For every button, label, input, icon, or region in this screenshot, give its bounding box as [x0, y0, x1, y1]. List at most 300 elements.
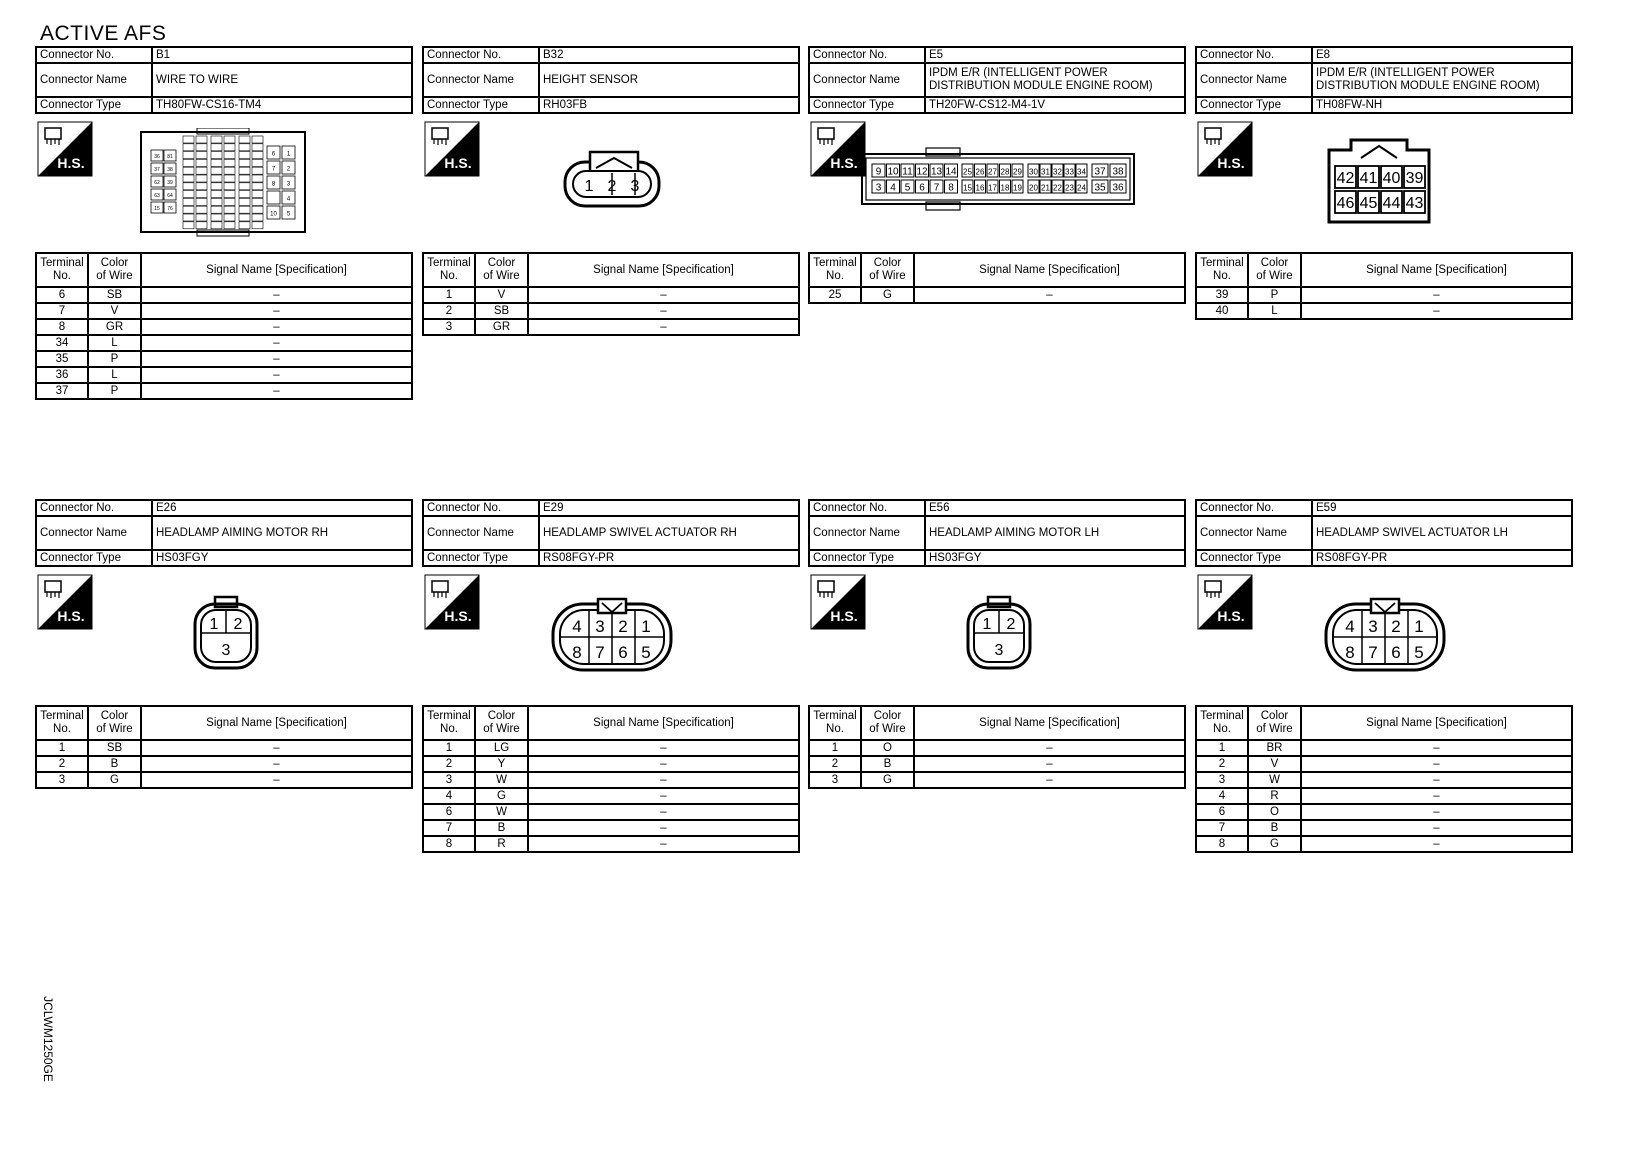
pin-number: 5	[1414, 643, 1424, 662]
signal-name-cell: –	[528, 303, 799, 319]
terminal-no-cell: 3	[423, 319, 475, 335]
connector-name-label: Connector Name	[36, 516, 152, 550]
signal-name-cell: –	[1301, 740, 1572, 756]
table-row	[1196, 788, 1572, 804]
terminal-table-header	[36, 706, 412, 740]
terminal-no-cell: 7	[36, 303, 88, 319]
pin-number: 27	[988, 167, 997, 177]
terminal-no-header: Terminal No.	[423, 706, 475, 740]
connector-name-value: HEIGHT SENSOR	[539, 63, 799, 97]
terminal-no-cell: 1	[809, 740, 861, 756]
connector-face-diagram	[1323, 597, 1447, 675]
pin-number: 4	[286, 196, 291, 203]
connector-face-diagram	[562, 134, 672, 214]
pin-number: 1	[1414, 617, 1424, 636]
pin-number: 42	[1336, 170, 1355, 187]
signal-name-header: Signal Name [Specification]	[528, 253, 799, 287]
hs-label: H.S.	[1217, 155, 1245, 171]
signal-name-header: Signal Name [Specification]	[914, 253, 1185, 287]
connector-no-label: Connector No.	[1196, 500, 1312, 516]
terminal-table	[35, 705, 413, 789]
pin-number: 7	[595, 643, 605, 662]
table-row	[36, 351, 412, 367]
signal-name-cell: –	[1301, 756, 1572, 772]
pin-number: 33	[1065, 167, 1074, 177]
connector-no-label: Connector No.	[423, 500, 539, 516]
pin-number: 5	[641, 643, 651, 662]
pin-number: 10	[887, 166, 899, 178]
terminal-no-cell: 6	[36, 287, 88, 303]
pin-number: 39	[167, 180, 173, 186]
terminal-no-cell: 4	[423, 788, 475, 804]
terminal-no-cell: 3	[36, 772, 88, 788]
wire-color-cell: G	[1248, 836, 1301, 852]
pin-number: 7	[271, 166, 276, 173]
color-of-wire-header: Color of Wire	[475, 253, 528, 287]
pin-number: 19	[1013, 183, 1022, 193]
pin-number: 3	[1368, 617, 1378, 636]
terminal-no-cell: 2	[1196, 756, 1248, 772]
table-row	[423, 804, 799, 820]
wire-color-cell: P	[88, 383, 141, 399]
connector-type-value: RS08FGY-PR	[1312, 550, 1572, 566]
color-of-wire-header: Color of Wire	[1248, 706, 1301, 740]
pin-number: 43	[1405, 195, 1424, 212]
signal-name-cell: –	[1301, 287, 1572, 303]
connector-type-value: HS03FGY	[152, 550, 412, 566]
terminal-table-header	[36, 253, 412, 287]
signal-name-cell: –	[1301, 836, 1572, 852]
signal-name-cell: –	[1301, 303, 1572, 319]
connector-name-value: IPDM E/R (INTELLIGENT POWER DISTRIBUTION MODULE ENGINE ROOM)	[925, 63, 1185, 97]
table-row	[423, 836, 799, 852]
pin-number: 26	[975, 167, 985, 177]
signal-name-cell: –	[528, 756, 799, 772]
wire-color-cell: BR	[1248, 740, 1301, 756]
pin-number: 3	[286, 181, 291, 188]
wire-color-cell: O	[861, 740, 914, 756]
terminal-table	[1195, 705, 1573, 853]
wire-color-cell: B	[861, 756, 914, 772]
connector-diagram-area	[35, 114, 413, 252]
connector-name-label: Connector Name	[809, 63, 925, 97]
pin-number: 21	[1041, 183, 1050, 193]
pin-number: 18	[1000, 183, 1010, 193]
connector-no-label: Connector No.	[809, 500, 925, 516]
signal-name-cell: –	[141, 335, 412, 351]
color-of-wire-header: Color of Wire	[475, 706, 528, 740]
connector-type-label: Connector Type	[36, 550, 152, 566]
terminal-no-cell: 1	[423, 740, 475, 756]
table-row	[423, 740, 799, 756]
pin-number: 4	[890, 182, 896, 194]
pin-number: 76	[167, 206, 173, 212]
harness-side-icon	[37, 574, 93, 630]
connector-header-table	[808, 46, 1186, 114]
table-row	[1196, 740, 1572, 756]
pin-number: 44	[1382, 195, 1401, 212]
pin-number: 7	[1368, 643, 1378, 662]
terminal-no-cell: 1	[1196, 740, 1248, 756]
table-row	[809, 740, 1185, 756]
connector-type-label: Connector Type	[36, 97, 152, 113]
connector-no-label: Connector No.	[36, 500, 152, 516]
terminal-table-header	[1196, 253, 1572, 287]
wire-color-cell: L	[88, 367, 141, 383]
wire-color-cell: SB	[88, 740, 141, 756]
terminal-no-cell: 8	[423, 836, 475, 852]
terminal-no-cell: 1	[423, 287, 475, 303]
table-row	[809, 772, 1185, 788]
signal-name-header: Signal Name [Specification]	[141, 706, 412, 740]
table-row	[36, 335, 412, 351]
terminal-no-header: Terminal No.	[809, 253, 861, 287]
wire-color-cell: R	[475, 836, 528, 852]
table-row	[36, 772, 412, 788]
pin-number: 25	[963, 167, 972, 177]
table-row	[36, 319, 412, 335]
terminal-no-header: Terminal No.	[36, 253, 88, 287]
connector-diagram-area	[35, 567, 413, 705]
connector-face-diagram	[550, 597, 674, 675]
signal-name-cell: –	[528, 788, 799, 804]
pin-number: 38	[1112, 166, 1124, 178]
connector-face-diagram	[964, 595, 1034, 673]
pin-number: 31	[1041, 167, 1050, 177]
terminal-no-header: Terminal No.	[1196, 706, 1248, 740]
pin-number: 13	[930, 166, 943, 178]
harness-side-icon	[424, 574, 480, 630]
signal-name-cell: –	[141, 772, 412, 788]
connector-header-table	[422, 46, 800, 114]
table-row	[423, 772, 799, 788]
table-row	[809, 756, 1185, 772]
figure-code: JCLWM1250GE	[41, 996, 55, 1082]
connector-face-diagram	[139, 128, 307, 238]
connector-diagram-area	[422, 114, 800, 252]
connector-no-value: E59	[1312, 500, 1572, 516]
terminal-no-header: Terminal No.	[809, 706, 861, 740]
pin-number: 64	[167, 193, 173, 199]
connector-no-label: Connector No.	[809, 47, 925, 63]
table-row	[1196, 836, 1572, 852]
pin-number: 24	[1077, 183, 1086, 193]
pin-number: 3	[221, 642, 231, 659]
pin-number: 6	[618, 643, 628, 662]
wire-color-cell: W	[475, 772, 528, 788]
pin-number: 1	[286, 151, 291, 158]
connector-no-value: E29	[539, 500, 799, 516]
pin-number: 8	[1345, 643, 1355, 662]
signal-name-header: Signal Name [Specification]	[1301, 706, 1572, 740]
connector-diagram-area	[1195, 567, 1573, 705]
wire-color-cell: GR	[475, 319, 528, 335]
wire-color-cell: B	[88, 756, 141, 772]
terminal-no-cell: 6	[1196, 804, 1248, 820]
terminal-no-cell: 2	[423, 303, 475, 319]
signal-name-header: Signal Name [Specification]	[914, 706, 1185, 740]
pin-number: 2	[618, 617, 628, 636]
color-of-wire-header: Color of Wire	[88, 706, 141, 740]
terminal-no-cell: 3	[1196, 772, 1248, 788]
wire-color-cell: V	[1248, 756, 1301, 772]
wire-color-cell: R	[1248, 788, 1301, 804]
pin-number: 35	[1094, 182, 1106, 194]
pin-number: 6	[271, 151, 276, 158]
connector-face-diagram	[1325, 136, 1433, 226]
page-title: ACTIVE AFS	[40, 22, 167, 45]
signal-name-cell: –	[914, 756, 1185, 772]
table-row	[423, 303, 799, 319]
pin-number: 4	[1345, 617, 1355, 636]
connector-type-label: Connector Type	[423, 550, 539, 566]
pin-number: 36	[1112, 182, 1124, 194]
signal-name-cell: –	[528, 772, 799, 788]
color-of-wire-header: Color of Wire	[861, 253, 914, 287]
signal-name-cell: –	[141, 367, 412, 383]
wire-color-cell: G	[88, 772, 141, 788]
pin-number: 81	[167, 154, 173, 160]
pin-number: 12	[916, 166, 928, 178]
connector-type-value: TH08FW-NH	[1312, 97, 1572, 113]
pin-number: 34	[1077, 167, 1086, 177]
terminal-no-cell: 2	[36, 756, 88, 772]
connector-header-table	[1195, 499, 1573, 567]
connector-type-value: RS08FGY-PR	[539, 550, 799, 566]
harness-side-icon	[1197, 574, 1253, 630]
connector-block	[808, 499, 1186, 789]
pin-number: 9	[875, 166, 882, 178]
table-row	[36, 740, 412, 756]
terminal-no-cell: 7	[423, 820, 475, 836]
wire-color-cell: L	[1248, 303, 1301, 319]
harness-side-icon	[1197, 121, 1253, 177]
table-row	[423, 319, 799, 335]
connector-name-label: Connector Name	[1196, 516, 1312, 550]
connector-no-value: E5	[925, 47, 1185, 63]
wire-color-cell: GR	[88, 319, 141, 335]
terminal-no-cell: 39	[1196, 287, 1248, 303]
connector-no-label: Connector No.	[36, 47, 152, 63]
wire-color-cell: LG	[475, 740, 528, 756]
connector-name-value: HEADLAMP SWIVEL ACTUATOR LH	[1312, 516, 1572, 550]
signal-name-cell: –	[1301, 820, 1572, 836]
signal-name-cell: –	[141, 756, 412, 772]
pin-number: 2	[607, 178, 617, 195]
connector-name-value: WIRE TO WIRE	[152, 63, 412, 97]
terminal-table	[1195, 252, 1573, 320]
terminal-table	[808, 252, 1186, 304]
pin-number: 3	[994, 642, 1004, 659]
connector-block	[808, 46, 1186, 304]
pin-number: 7	[933, 182, 940, 194]
table-row	[809, 287, 1185, 303]
terminal-table-header	[423, 706, 799, 740]
connector-type-value: HS03FGY	[925, 550, 1185, 566]
terminal-no-cell: 37	[36, 383, 88, 399]
connector-no-value: E8	[1312, 47, 1572, 63]
table-row	[36, 367, 412, 383]
harness-side-icon	[424, 121, 480, 177]
pin-number: 8	[948, 182, 954, 194]
terminal-no-cell: 3	[423, 772, 475, 788]
connector-block	[35, 499, 413, 789]
connector-header-table	[35, 46, 413, 114]
terminal-no-cell: 25	[809, 287, 861, 303]
pin-number: 15	[154, 206, 160, 212]
pin-number: 5	[286, 211, 291, 218]
pin-number: 1	[641, 617, 651, 636]
hs-label: H.S.	[57, 155, 85, 171]
connector-block	[1195, 499, 1573, 853]
table-row	[1196, 820, 1572, 836]
signal-name-cell: –	[141, 740, 412, 756]
table-row	[36, 383, 412, 399]
pin-number: 63	[154, 193, 160, 199]
connector-no-label: Connector No.	[1196, 47, 1312, 63]
terminal-table	[808, 705, 1186, 789]
wire-color-cell: P	[1248, 287, 1301, 303]
hs-label: H.S.	[444, 155, 472, 171]
connector-type-label: Connector Type	[809, 97, 925, 113]
pin-number: 10	[270, 211, 277, 218]
color-of-wire-header: Color of Wire	[88, 253, 141, 287]
connector-face-diagram	[191, 595, 261, 673]
signal-name-cell: –	[141, 351, 412, 367]
pin-number: 46	[1336, 195, 1355, 212]
pin-number: 1	[209, 616, 219, 633]
pin-number: 3	[595, 617, 605, 636]
pin-number: 45	[1359, 195, 1378, 212]
wire-color-cell: O	[1248, 804, 1301, 820]
pin-number: 11	[902, 166, 913, 178]
connector-block	[1195, 46, 1573, 320]
terminal-no-cell: 4	[1196, 788, 1248, 804]
pin-number: 23	[1065, 183, 1074, 193]
pin-number: 2	[1006, 616, 1016, 633]
signal-name-cell: –	[141, 319, 412, 335]
signal-name-cell: –	[1301, 788, 1572, 804]
connector-name-value: HEADLAMP SWIVEL ACTUATOR RH	[539, 516, 799, 550]
signal-name-cell: –	[528, 820, 799, 836]
terminal-table	[422, 252, 800, 336]
connector-block	[422, 499, 800, 853]
connector-header-table	[422, 499, 800, 567]
pin-number: 2	[286, 166, 291, 173]
connector-name-label: Connector Name	[423, 63, 539, 97]
connector-name-value: IPDM E/R (INTELLIGENT POWER DISTRIBUTION MODULE ENGINE ROOM)	[1312, 63, 1572, 97]
connector-header-table	[35, 499, 413, 567]
connector-name-label: Connector Name	[809, 516, 925, 550]
table-row	[36, 303, 412, 319]
pin-number: 2	[1391, 617, 1401, 636]
pin-number: 37	[1094, 166, 1106, 178]
connector-face-diagram	[860, 146, 1136, 212]
connector-type-label: Connector Type	[423, 97, 539, 113]
pin-number: 6	[1391, 643, 1401, 662]
terminal-no-cell: 1	[36, 740, 88, 756]
harness-side-icon	[37, 121, 93, 177]
table-row	[423, 788, 799, 804]
table-row	[1196, 756, 1572, 772]
pin-number: 14	[945, 166, 957, 178]
connector-type-value: RH03FB	[539, 97, 799, 113]
terminal-no-cell: 2	[423, 756, 475, 772]
signal-name-cell: –	[141, 287, 412, 303]
wire-color-cell: W	[1248, 772, 1301, 788]
pin-number: 1	[982, 616, 992, 633]
terminal-no-cell: 8	[36, 319, 88, 335]
pin-number: 4	[572, 617, 582, 636]
terminal-no-cell: 8	[1196, 836, 1248, 852]
terminal-no-header: Terminal No.	[1196, 253, 1248, 287]
connector-block	[35, 46, 413, 400]
terminal-table	[422, 705, 800, 853]
wire-color-cell: G	[861, 772, 914, 788]
wire-color-cell: Y	[475, 756, 528, 772]
table-row	[36, 756, 412, 772]
wire-color-cell: G	[861, 287, 914, 303]
color-of-wire-header: Color of Wire	[1248, 253, 1301, 287]
terminal-no-cell: 40	[1196, 303, 1248, 319]
pin-number: 20	[1029, 183, 1038, 193]
wire-color-cell: B	[1248, 820, 1301, 836]
signal-name-cell: –	[528, 287, 799, 303]
table-row	[36, 287, 412, 303]
table-row	[423, 756, 799, 772]
signal-name-cell: –	[914, 740, 1185, 756]
terminal-no-cell: 7	[1196, 820, 1248, 836]
pin-number: 28	[1000, 167, 1010, 177]
pin-number: 38	[167, 167, 173, 173]
wire-color-cell: B	[475, 820, 528, 836]
pin-number: 17	[988, 183, 997, 193]
connector-header-table	[808, 499, 1186, 567]
terminal-no-cell: 2	[809, 756, 861, 772]
pin-number: 36	[154, 154, 160, 160]
connector-diagram-area	[1195, 114, 1573, 252]
pin-number: 37	[154, 167, 160, 173]
terminal-no-cell: 35	[36, 351, 88, 367]
pin-number: 8	[271, 181, 276, 188]
terminal-table	[35, 252, 413, 400]
terminal-no-cell: 6	[423, 804, 475, 820]
signal-name-header: Signal Name [Specification]	[528, 706, 799, 740]
terminal-table-header	[1196, 706, 1572, 740]
wire-color-cell: V	[475, 287, 528, 303]
hs-label: H.S.	[1217, 608, 1245, 624]
pin-number: 6	[919, 182, 925, 194]
table-row	[1196, 287, 1572, 303]
connector-diagram-area	[422, 567, 800, 705]
pin-number: 2	[233, 616, 243, 633]
signal-name-cell: –	[141, 383, 412, 399]
signal-name-cell: –	[1301, 804, 1572, 820]
connector-no-value: B32	[539, 47, 799, 63]
pin-number: 41	[1359, 170, 1378, 187]
pin-number: 39	[1405, 170, 1424, 187]
pin-number: 16	[975, 183, 985, 193]
signal-name-cell: –	[528, 804, 799, 820]
hs-label: H.S.	[830, 155, 858, 171]
connector-type-value: TH20FW-CS12-M4-1V	[925, 97, 1185, 113]
pin-number: 15	[963, 183, 972, 193]
table-row	[423, 820, 799, 836]
connector-no-value: E56	[925, 500, 1185, 516]
connector-name-label: Connector Name	[36, 63, 152, 97]
connector-diagram-area	[808, 114, 1186, 252]
connector-type-label: Connector Type	[809, 550, 925, 566]
